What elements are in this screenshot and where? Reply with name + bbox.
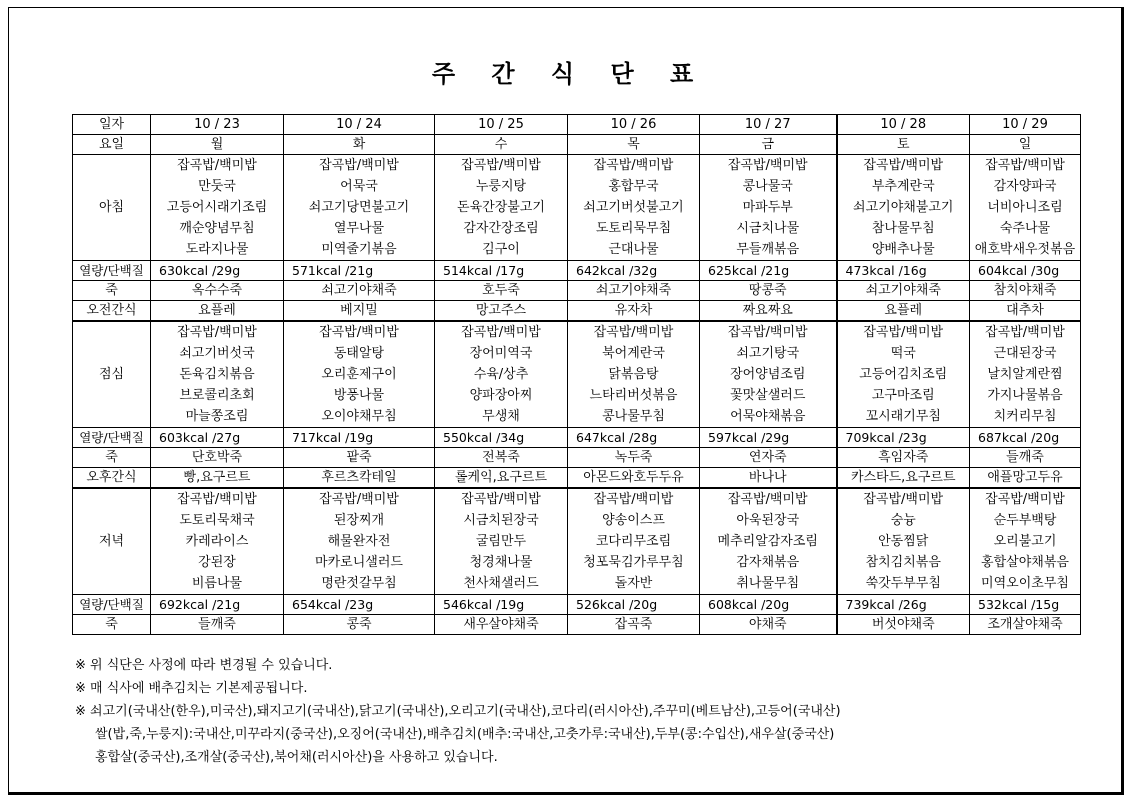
afternoon-snack-cell: 후르츠칵테일 xyxy=(284,468,435,489)
menu-item: 잡곡밥/백미밥 xyxy=(177,158,257,173)
dinner-calorie-cell: 692kcal /21g xyxy=(151,595,284,615)
dinner-menu-cell xyxy=(970,488,1081,595)
afternoon-snack-cell: 아몬드와호두두유 xyxy=(568,468,700,489)
dinner-calorie-cell: 546kcal /19g xyxy=(435,595,568,615)
menu-item: 해물완자전 xyxy=(327,534,391,549)
lunch-menu-cell xyxy=(151,321,284,428)
breakfast-menu-cell xyxy=(837,155,970,261)
menu-item: 돈육간장불고기 xyxy=(457,200,545,215)
menu-item: 잡곡밥/백미밥 xyxy=(319,158,399,173)
menu-item: 도라지나물 xyxy=(185,242,249,257)
menu-item: 잡곡밥/백미밥 xyxy=(727,325,808,340)
breakfast-menu-cell xyxy=(284,155,435,261)
menu-item: 부추계란국 xyxy=(871,179,935,194)
menu-item: 감자양파국 xyxy=(993,179,1057,194)
menu-item: 잡곡밥/백미밥 xyxy=(985,492,1065,507)
menu-item: 방풍나물 xyxy=(333,388,385,403)
breakfast-menu-cell xyxy=(700,155,837,261)
dinner-calorie-cell: 739kcal /26g xyxy=(837,595,970,615)
menu-item: 된장찌개 xyxy=(333,513,385,528)
menu-item: 잡곡밥/백미밥 xyxy=(461,325,541,340)
menu-item: 잡곡밥/백미밥 xyxy=(461,492,541,507)
note-origin-cont1: 쌀(밥,죽,누룽지):국내산,미꾸라지(중국산),오징어(국내산),배추김치(배추:국내산,고춧가루:국내산),두부(콩:수입산),새우살(중국산) xyxy=(95,727,835,742)
date-cell: 10 / 26 xyxy=(568,115,700,135)
afternoon-snack-cell: 바나나 xyxy=(700,468,837,489)
breakfast-menu-cell xyxy=(435,155,568,261)
note-change: ※ 위 식단은 사정에 따라 변경될 수 있습니다. xyxy=(75,658,333,673)
breakfast-calorie-cell: 514kcal /17g xyxy=(435,261,568,281)
breakfast-porridge-cell: 쇠고기야채죽 xyxy=(284,281,435,301)
menu-item: 순두부백탕 xyxy=(993,513,1057,528)
menu-item: 잡곡밥/백미밥 xyxy=(985,158,1065,173)
morning-snack-cell: 망고주스 xyxy=(435,301,568,322)
menu-item: 잡곡밥/백미밥 xyxy=(177,325,257,340)
lunch-porridge-label: 죽 xyxy=(73,448,151,468)
dinner-porridge-cell: 새우살야채죽 xyxy=(435,615,568,635)
menu-item: 참나물무침 xyxy=(871,221,935,236)
lunch-porridge-cell: 단호박죽 xyxy=(151,448,284,468)
lunch-calorie-cell: 597kcal /29g xyxy=(700,428,837,448)
dinner-menu-cell xyxy=(151,488,284,595)
date-label: 일자 xyxy=(73,115,151,135)
lunch-calorie-label: 열량/단백질 xyxy=(73,428,151,448)
menu-item: 잡곡밥/백미밥 xyxy=(461,158,541,173)
menu-item: 천사채샐러드 xyxy=(463,576,539,591)
lunch-calorie-cell: 550kcal /34g xyxy=(435,428,568,448)
menu-item: 코다리무조림 xyxy=(595,534,672,549)
day-label: 요일 xyxy=(73,135,151,155)
menu-item: 꽃맛살샐러드 xyxy=(730,388,806,403)
menu-item: 너비아니조림 xyxy=(987,200,1063,215)
dinner-porridge-cell: 콩죽 xyxy=(284,615,435,635)
menu-item: 오리불고기 xyxy=(993,534,1057,549)
dinner-porridge-cell: 버섯야채죽 xyxy=(837,615,970,635)
menu-item: 가지나물볶음 xyxy=(987,388,1063,403)
menu-item: 미역줄기볶음 xyxy=(321,242,397,257)
afternoon-snack-cell: 롤케익,요구르트 xyxy=(435,468,568,489)
menu-item: 감자채볶음 xyxy=(736,555,800,570)
dinner-calorie-cell: 608kcal /20g xyxy=(700,595,837,615)
menu-item: 양파장아찌 xyxy=(469,388,533,403)
menu-item: 취나물무침 xyxy=(736,576,800,591)
lunch-menu-cell xyxy=(837,321,970,428)
breakfast-calorie-cell: 604kcal /30g xyxy=(970,261,1081,281)
menu-item: 장어양념조림 xyxy=(730,367,806,382)
menu-item: 근대된장국 xyxy=(993,346,1057,361)
breakfast-porridge-label: 죽 xyxy=(73,281,151,301)
afternoon-snack-cell: 카스타드,요구르트 xyxy=(837,468,970,489)
menu-item: 돌자반 xyxy=(614,576,653,591)
dinner-label: 저녁 xyxy=(73,488,151,595)
date-cell: 10 / 23 xyxy=(151,115,284,135)
breakfast-menu-cell xyxy=(568,155,700,261)
menu-item: 양송이스프 xyxy=(602,513,665,528)
menu-item: 아욱된장국 xyxy=(736,513,800,528)
menu-item: 장어미역국 xyxy=(469,346,533,361)
dinner-menu-cell xyxy=(435,488,568,595)
lunch-porridge-cell: 연자죽 xyxy=(700,448,837,468)
breakfast-calorie-cell: 625kcal /21g xyxy=(700,261,837,281)
breakfast-calorie-label: 열량/단백질 xyxy=(73,261,151,281)
menu-item: 홍합무국 xyxy=(608,179,659,194)
morning-snack-cell: 요플레 xyxy=(151,301,284,322)
menu-item: 열무나물 xyxy=(333,221,385,236)
afternoon-snack-label: 오후간식 xyxy=(73,468,151,489)
lunch-porridge-cell: 팥죽 xyxy=(284,448,435,468)
menu-item: 잡곡밥/백미밥 xyxy=(985,325,1065,340)
menu-item: 마파두부 xyxy=(742,200,793,215)
menu-item: 북어계란국 xyxy=(602,346,665,361)
menu-item: 시금치나물 xyxy=(736,221,800,236)
lunch-calorie-cell: 709kcal /23g xyxy=(837,428,970,448)
day-cell: 금 xyxy=(700,135,837,155)
menu-item: 명란젓갈무침 xyxy=(321,576,397,591)
breakfast-porridge-cell: 쇠고기야채죽 xyxy=(837,281,970,301)
menu-item: 콩나물국 xyxy=(742,179,793,194)
breakfast-porridge-cell: 참치야채죽 xyxy=(970,281,1081,301)
note-origin: ※ 쇠고기(국내산(한우),미국산),돼지고기(국내산),닭고기(국내산),오리고기(국내산),코다리(러시아산),주꾸미(베트남산),고등어(국내산) xyxy=(75,704,841,719)
menu-item: 마늘쫑조림 xyxy=(185,409,249,424)
menu-item: 쇠고기야채불고기 xyxy=(853,200,954,215)
menu-item: 무생채 xyxy=(482,409,520,424)
breakfast-porridge-cell: 옥수수죽 xyxy=(151,281,284,301)
breakfast-porridge-cell: 쇠고기야채죽 xyxy=(568,281,700,301)
menu-item: 날치알계란찜 xyxy=(987,367,1063,382)
menu-table xyxy=(72,114,1081,635)
lunch-porridge-cell: 전복죽 xyxy=(435,448,568,468)
dinner-menu-cell xyxy=(837,488,970,595)
dinner-porridge-cell: 야채죽 xyxy=(700,615,837,635)
menu-item: 브로콜리초회 xyxy=(179,388,255,403)
lunch-menu-cell xyxy=(568,321,700,428)
menu-item: 마카로니샐러드 xyxy=(315,555,403,570)
breakfast-calorie-cell: 473kcal /16g xyxy=(837,261,970,281)
menu-item: 잡곡밥/백미밥 xyxy=(593,158,674,173)
breakfast-porridge-cell: 호두죽 xyxy=(435,281,568,301)
morning-snack-label: 오전간식 xyxy=(73,301,151,322)
menu-item: 만둣국 xyxy=(198,179,236,194)
dinner-calorie-label: 열량/단백질 xyxy=(73,595,151,615)
morning-snack-cell: 베지밀 xyxy=(284,301,435,322)
dinner-calorie-cell: 654kcal /23g xyxy=(284,595,435,615)
menu-item: 고구마조림 xyxy=(871,388,935,403)
menu-item: 고등어시래기조림 xyxy=(166,200,268,215)
menu-item: 근대나물 xyxy=(608,242,659,257)
date-cell: 10 / 24 xyxy=(284,115,435,135)
dinner-menu-cell xyxy=(284,488,435,595)
menu-item: 잡곡밥/백미밥 xyxy=(319,325,399,340)
menu-item: 닭볶음탕 xyxy=(608,367,659,382)
dinner-porridge-cell: 잡곡죽 xyxy=(568,615,700,635)
lunch-menu-cell xyxy=(284,321,435,428)
dinner-porridge-cell: 들깨죽 xyxy=(151,615,284,635)
lunch-porridge-cell: 들깨죽 xyxy=(970,448,1081,468)
lunch-menu-cell xyxy=(700,321,837,428)
date-cell: 10 / 28 xyxy=(837,115,970,135)
lunch-menu-cell xyxy=(435,321,568,428)
note-origin-cont2: 홍합살(중국산),조개살(중국산),북어채(러시아산)을 사용하고 있습니다. xyxy=(95,750,498,765)
menu-item: 잡곡밥/백미밥 xyxy=(863,325,944,340)
menu-item: 쇠고기버섯국 xyxy=(179,346,255,361)
menu-item: 참치김치볶음 xyxy=(865,555,941,570)
menu-item: 잡곡밥/백미밥 xyxy=(319,492,399,507)
day-cell: 일 xyxy=(970,135,1081,155)
dinner-porridge-cell: 조개살야채죽 xyxy=(970,615,1081,635)
menu-item: 비름나물 xyxy=(191,576,243,591)
day-cell: 월 xyxy=(151,135,284,155)
menu-item: 쇠고기탕국 xyxy=(736,346,800,361)
menu-item: 청경채나물 xyxy=(469,555,533,570)
dinner-calorie-cell: 526kcal /20g xyxy=(568,595,700,615)
menu-item: 청포묵김가루무침 xyxy=(583,555,684,570)
menu-item: 쇠고기당면불고기 xyxy=(308,200,410,215)
morning-snack-cell: 짜요짜요 xyxy=(700,301,837,322)
day-cell: 목 xyxy=(568,135,700,155)
afternoon-snack-cell: 애플망고두유 xyxy=(970,468,1081,489)
menu-item: 잡곡밥/백미밥 xyxy=(727,492,808,507)
menu-item: 쑥갓두부무침 xyxy=(865,576,941,591)
menu-item: 어묵국 xyxy=(340,179,378,194)
lunch-label: 점심 xyxy=(73,321,151,428)
lunch-menu-cell xyxy=(970,321,1081,428)
menu-item: 동태알탕 xyxy=(333,346,385,361)
menu-item: 숙주나물 xyxy=(999,221,1051,236)
menu-item: 안동찜닭 xyxy=(878,534,929,549)
menu-item: 굴림만두 xyxy=(475,534,527,549)
menu-item: 느타리버섯볶음 xyxy=(589,388,678,403)
breakfast-porridge-cell: 땅콩죽 xyxy=(700,281,837,301)
menu-item: 강된장 xyxy=(198,555,236,570)
menu-item: 카레라이스 xyxy=(185,534,249,549)
menu-item: 꼬시래기무침 xyxy=(865,409,941,424)
menu-item: 잡곡밥/백미밥 xyxy=(863,492,944,507)
menu-item: 치커리무침 xyxy=(993,409,1057,424)
notes xyxy=(75,654,841,769)
menu-item: 쇠고기버섯불고기 xyxy=(583,200,684,215)
breakfast-calorie-cell: 630kcal /29g xyxy=(151,261,284,281)
menu-item: 홍합살야채볶음 xyxy=(981,555,1069,570)
menu-item: 오리훈제구이 xyxy=(321,367,397,382)
breakfast-menu-cell xyxy=(151,155,284,261)
lunch-porridge-cell: 녹두죽 xyxy=(568,448,700,468)
menu-item: 떡국 xyxy=(890,346,916,361)
day-cell: 수 xyxy=(435,135,568,155)
menu-item: 잡곡밥/백미밥 xyxy=(727,158,808,173)
menu-item: 도토리묵무침 xyxy=(595,221,672,236)
menu-item: 수육/상추 xyxy=(473,367,529,382)
dinner-menu-cell xyxy=(568,488,700,595)
menu-item: 어묵야채볶음 xyxy=(730,409,806,424)
morning-snack-cell: 대추차 xyxy=(970,301,1081,322)
lunch-calorie-cell: 603kcal /27g xyxy=(151,428,284,448)
breakfast-label: 아침 xyxy=(73,155,151,261)
menu-item: 잡곡밥/백미밥 xyxy=(593,492,674,507)
date-cell: 10 / 27 xyxy=(700,115,837,135)
menu-item: 잡곡밥/백미밥 xyxy=(863,158,944,173)
menu-item: 잡곡밥/백미밥 xyxy=(177,492,257,507)
menu-item: 미역오이초무침 xyxy=(981,576,1069,591)
dinner-menu-cell xyxy=(700,488,837,595)
menu-item: 김구이 xyxy=(482,242,520,257)
lunch-calorie-cell: 687kcal /20g xyxy=(970,428,1081,448)
menu-item: 깨순양념무침 xyxy=(179,221,255,236)
breakfast-calorie-cell: 642kcal /32g xyxy=(568,261,700,281)
menu-item: 돈육김치볶음 xyxy=(179,367,255,382)
lunch-calorie-cell: 717kcal /19g xyxy=(284,428,435,448)
breakfast-menu-cell xyxy=(970,155,1081,261)
menu-item: 양배추나물 xyxy=(871,242,935,257)
menu-item: 애호박새우젓볶음 xyxy=(974,242,1076,257)
day-cell: 화 xyxy=(284,135,435,155)
menu-item: 도토리묵채국 xyxy=(179,513,255,528)
menu-item: 숭늉 xyxy=(890,513,916,528)
page-title: 주 간 식 단 표 xyxy=(431,60,708,88)
morning-snack-cell: 유자차 xyxy=(568,301,700,322)
menu-item: 콩나물무침 xyxy=(602,409,665,424)
date-cell: 10 / 29 xyxy=(970,115,1081,135)
menu-item: 오이야채무침 xyxy=(321,409,397,424)
menu-item: 시금치된장국 xyxy=(463,513,539,528)
morning-snack-cell: 요플레 xyxy=(837,301,970,322)
menu-item: 메추리알감자조림 xyxy=(717,534,818,549)
dinner-porridge-label: 죽 xyxy=(73,615,151,635)
lunch-porridge-cell: 흑임자죽 xyxy=(837,448,970,468)
note-kimchi: ※ 매 식사에 배추김치는 기본제공됩니다. xyxy=(75,681,308,696)
afternoon-snack-cell: 빵,요구르트 xyxy=(151,468,284,489)
breakfast-calorie-cell: 571kcal /21g xyxy=(284,261,435,281)
menu-item: 잡곡밥/백미밥 xyxy=(593,325,674,340)
menu-item: 고등어김치조림 xyxy=(859,367,948,382)
date-cell: 10 / 25 xyxy=(435,115,568,135)
menu-item: 무들깨볶음 xyxy=(736,242,800,257)
lunch-calorie-cell: 647kcal /28g xyxy=(568,428,700,448)
menu-item: 누룽지탕 xyxy=(475,179,527,194)
menu-item: 감자간장조림 xyxy=(463,221,539,236)
day-cell: 토 xyxy=(837,135,970,155)
dinner-calorie-cell: 532kcal /15g xyxy=(970,595,1081,615)
